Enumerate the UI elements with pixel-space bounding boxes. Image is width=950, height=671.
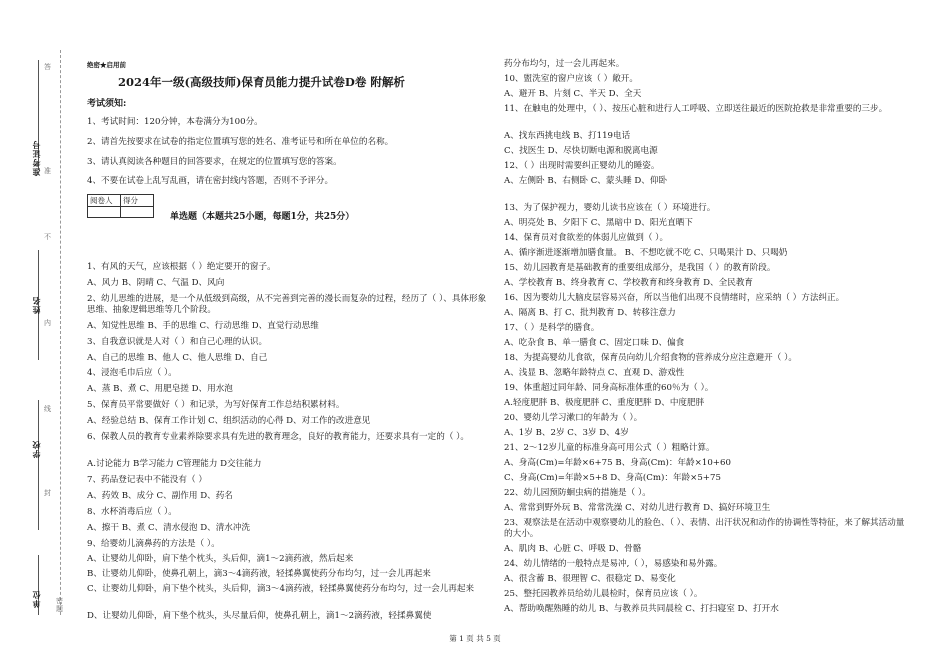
option-line: A、自己的思维 B、他人 C、他人思维 D、自己 xyxy=(87,353,268,363)
option-line: A、1岁 B、2岁 C、3岁 D、4岁 xyxy=(504,428,629,438)
option-line: A、蒸 B、煮 C、用肥皂搓 D、用水泡 xyxy=(87,384,233,394)
question-line: 17、（ ）是科学的膳食。 xyxy=(504,323,600,333)
option-line: A.讨论能力 B学习能力 C管理能力 D交往能力 xyxy=(87,459,262,469)
question-line: 16、因为婴幼儿大脑皮层容易兴奋，所以当他们出现不良情绪时，应采纳（ ）方法纠正。 xyxy=(504,293,845,303)
exam-title: 2024年一级(高级技师)保育员能力提升试卷D卷 附解析 xyxy=(118,75,405,89)
option-line: A、经验总结 B、保育工作计划 C、组织活动的心得 D、对工作的改进意见 xyxy=(87,416,371,426)
question-line: 9、给婴幼儿滴鼻药的方法是（ ）。 xyxy=(87,539,220,549)
question-line: 8、水杯消毒后应（ ）。 xyxy=(87,507,177,517)
option-line: A、肌肉 B、心脏 C、呼吸 D、骨骼 xyxy=(504,544,642,554)
question-line: 5、保育员平常要做好（ ）和记录，为写好保育工作总结积累材料。 xyxy=(87,400,345,410)
notice-item: 1、考试时间：120分钟，本卷满分为100分。 xyxy=(87,117,263,127)
option-line: A、吃杂食 B、单一膳食 C、固定口味 D、偏食 xyxy=(504,338,685,348)
question-line: 12、（ ）出现时需要纠正婴幼儿的睡姿。 xyxy=(504,161,660,171)
question-line: 21、2～12岁儿童的标准身高可用公式（ ）粗略计算。 xyxy=(504,443,715,453)
admission-number-label: 准考证号 xyxy=(31,140,41,176)
question-line: 15、幼儿园教育是基础教育的重要组成部分，是我国（ ）的教育阶段。 xyxy=(504,263,776,273)
seal-mark-nei: 内 xyxy=(44,319,51,327)
question-line: 2、幼儿思维的进展，是一个从低级到高级，从不完善到完善的漫长而复杂的过程，经历了（ ）、具体形象思维、抽象逻辑思维等几个阶段。 xyxy=(87,294,487,315)
option-line: A、循序渐进逐渐增加膳食量。 B、不想吃就不吃 C、只喝果汁 D、只喝奶 xyxy=(504,248,788,258)
seal-mark-bu: 不 xyxy=(44,233,51,241)
question-line: 24、幼儿情绪的一般特点是易冲,（ ），易感染和易外露。 xyxy=(504,559,723,569)
question-line: 4、浸泡毛巾后应（ ）。 xyxy=(87,368,177,378)
option-line: A、很含蓄 B、很理智 C、很稳定 D、易变化 xyxy=(504,574,676,584)
option-line: A、浅显 B、忽略年龄特点 C、直观 D、游戏性 xyxy=(504,368,685,378)
score-cell[interactable] xyxy=(121,207,154,218)
option-line: A.轻度肥胖 B、极度肥胖 C、重度肥胖 D、中度肥胖 xyxy=(504,398,705,408)
option-line: A、左侧卧 B、右侧卧 C、蒙头睡 D、仰卧 xyxy=(504,176,668,186)
seal-line xyxy=(60,50,61,615)
option-line: A、身高(Cm)=年龄×6+75 B、身高(Cm)：年龄×10+60 xyxy=(504,458,731,468)
option-line: A、明亮处 B、夕阳下 C、黑暗中 D、阳光直晒下 xyxy=(504,218,693,228)
section-title: 单选题（本题共25小题，每题1分，共25分） xyxy=(170,212,355,222)
option-line: A、药效 B、成分 C、副作用 D、药名 xyxy=(87,491,233,501)
option-line: A、帮助唤醒熟睡的幼儿 B、与教养员共同晨检 C、打扫寝室 D、打开水 xyxy=(504,604,779,614)
seal-mark-zhun: 准 xyxy=(44,167,51,175)
seal-mark-da: 答 xyxy=(44,63,51,71)
seal-mark-feng: 封 xyxy=(44,489,51,497)
option-line: A、学校教育 B、终身教育 C、学校教育和终身教育 D、全民教育 xyxy=(504,278,754,288)
question-line: 10、盥洗室的窗户应该（ ）敞开。 xyxy=(504,74,638,84)
page-number: 第 1 页 共 5 页 xyxy=(449,634,501,643)
notice-item: 4、不要在试卷上乱写乱画，请在密封线内答题，否则不予评分。 xyxy=(87,176,334,186)
school-label: 学校 xyxy=(31,440,41,458)
question-line: 3、自我意识就是人对（ ）和自己心理的认识。 xyxy=(87,337,268,347)
option-line: A、找东西挑电线 B、打119电话 xyxy=(504,131,631,141)
option-line: A、知觉性思维 B、手的思维 C、行动思维 D、直觉行动思维 xyxy=(87,321,319,331)
question-line: 23、观察法是在活动中观察婴幼儿的脸色、（ ）、表情、出汗状况和动作的协调性等特征，来了解其活动量的大小。 xyxy=(504,518,905,539)
name-label: 姓名 xyxy=(31,296,41,314)
grader-header: 阅卷人 xyxy=(88,195,121,207)
score-table xyxy=(87,194,154,218)
question-line: 18、为提高婴幼儿食欲，保育员向幼儿介绍食物的营养成分应注意避开（ ）。 xyxy=(504,353,797,363)
question-line: 19、体重超过同年龄、同身高标准体重的60％为（ ）。 xyxy=(504,383,714,393)
option-line: A、风力 B、阴晴 C、气温 D、风向 xyxy=(87,278,225,288)
option-line: C、让婴幼儿仰卧，肩下垫个枕头，头后仰，滴3～4滴药液，轻揉鼻翼使药分布均匀，过一会儿再起来 xyxy=(87,584,475,594)
seal-mark-xian: 线 xyxy=(44,405,51,413)
question-line: 20、婴幼儿学习漱口的年龄为（ ）。 xyxy=(504,413,643,423)
option-line: C、找医生 D、尽快切断电源和脱离电源 xyxy=(504,146,658,156)
question-line: 13、为了保护视力，婴幼儿读书应该在（ ）环境进行。 xyxy=(504,203,716,213)
question-line: 25、整托园教养员给幼儿晨检时，保育员应该（ ）。 xyxy=(504,589,703,599)
option-line: B、让婴幼儿仰卧，使鼻孔朝上，滴3～4滴药液，轻揉鼻翼使药分布均匀，过一会儿再起来 xyxy=(87,569,431,579)
seal-mark-ti: 题 xyxy=(56,605,63,613)
seal-mark-mi: 密 xyxy=(56,597,63,605)
grader-cell[interactable] xyxy=(88,207,121,218)
notice-heading: 考试须知: xyxy=(87,99,127,109)
option-line: A、常常到野外玩 B、常常洗澡 C、对幼儿进行教育 D、搞好环境卫生 xyxy=(504,503,771,513)
question-line: 14、保育员对食欲差的体弱儿应做到（ ）。 xyxy=(504,233,669,243)
question-line: 6、保教人员的教育专业素养除要求具有先进的教育理念，良好的教育能力，还要求具有一定的（ ）。 xyxy=(87,432,470,442)
question-line: 1、有风的天气，应该根据（ ）绝定要开的窗子。 xyxy=(87,262,276,272)
option-line: A、隔离 B、打 C、批判教育 D、转移注意力 xyxy=(504,308,676,318)
option-line: A、避开 B、片刻 C、半天 D、全天 xyxy=(504,89,642,99)
option-line: A、擦干 B、煮 C、清水侵泡 D、清水冲洗 xyxy=(87,523,251,533)
option-line: 药分布均匀，过一会儿再起来。 xyxy=(504,59,625,69)
question-line: 11、在触电的处理中，（ ）、按压心脏和进行人工呼吸、立即送往最近的医院抢救是非常重要的三步。 xyxy=(504,104,888,114)
unit-label: 单位 xyxy=(31,590,41,608)
question-line: 7、药品登记表中不能没有（ ） xyxy=(87,475,207,485)
school-underline xyxy=(38,400,39,530)
notice-item: 3、请认真阅读各种题目的回答要求，在规定的位置填写您的答案。 xyxy=(87,157,342,167)
option-line: A、让婴幼儿仰卧，肩下垫个枕头，头后仰，滴1～2滴药液，然后起来 xyxy=(87,554,354,564)
option-line: D、让婴幼儿仰卧，肩下垫个枕头，头尽量后仰，使鼻孔朝上，滴1～2滴药液，轻揉鼻翼使 xyxy=(87,611,432,621)
option-line: C、身高(Cm)=年龄×5+8 D、身高(Cm)：年龄×5+75 xyxy=(504,473,721,483)
secret-mark: 绝密★启用前 xyxy=(87,61,126,69)
question-line: 22、幼儿园预防蛔虫病的措施是（ ）。 xyxy=(504,488,651,498)
score-header: 得分 xyxy=(121,195,154,207)
notice-item: 2、请首先按要求在试卷的指定位置填写您的姓名、准考证号和所在单位的名称。 xyxy=(87,137,394,147)
